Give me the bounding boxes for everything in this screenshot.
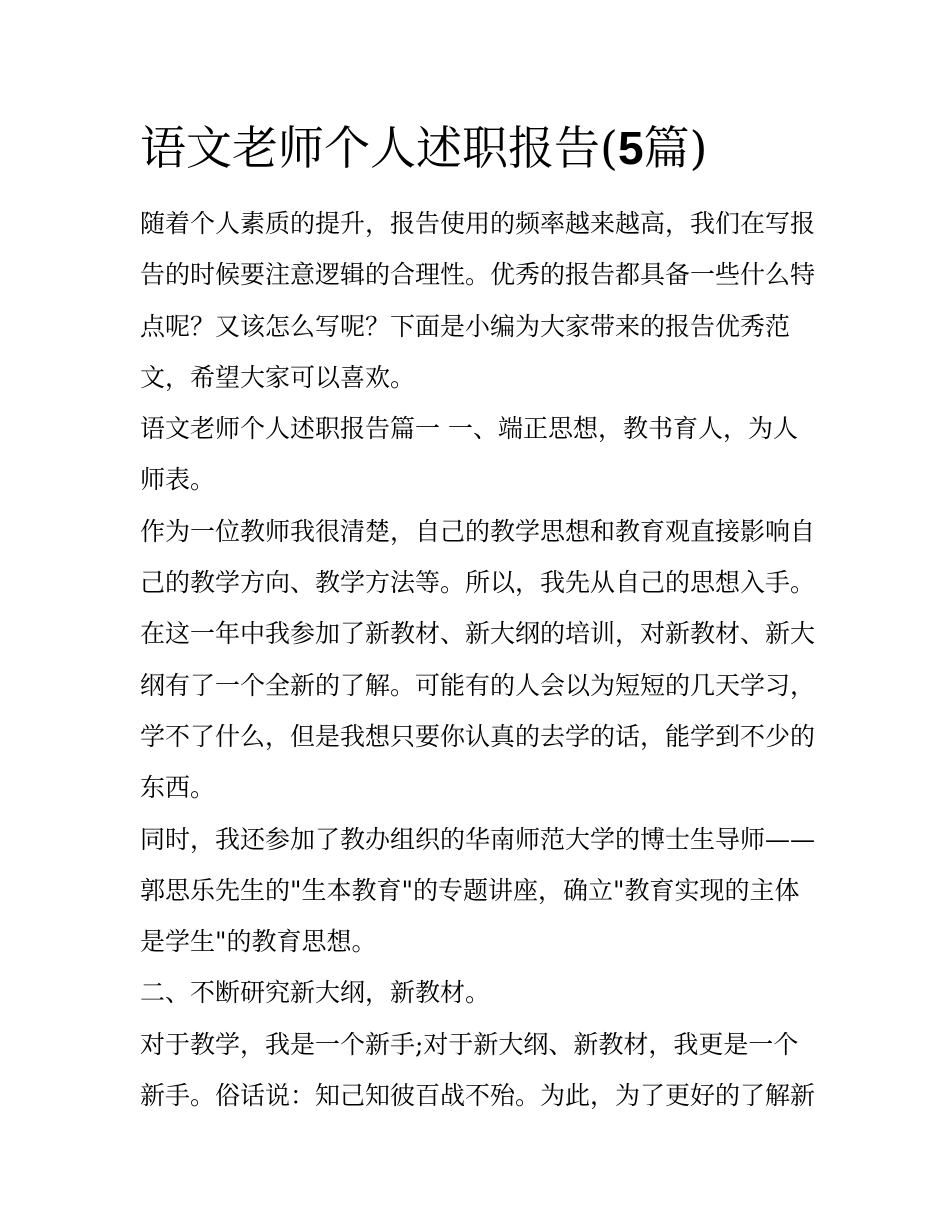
paragraph-new-hand: 对于教学，我是一个新手;对于新大纲、新教材，我更是一个新手。俗话说：知己知彼百战不殆。为此，为了更好的了解新	[140, 1029, 816, 1111]
paragraph-teaching-thought: 作为一位教师我很清楚，自己的教学思想和教育观直接影响自己的教学方向、教学方法等。所以，我先从自己的思想入手。在这一年中我参加了新教材、新大纲的培训，对新教材、新大纲有了一个全新的了解。可能有的人会以为短短的几天学习，学不了什么，但是我想只要你认真的去学的话，能学到不少的东西。	[140, 516, 816, 803]
paragraph-section-two-heading: 二、不断研究新大纲，新教材。	[140, 978, 491, 1008]
title-number: 5	[617, 122, 644, 174]
title-suffix: 篇)	[643, 121, 708, 175]
paragraph-intro: 随着个人素质的提升，报告使用的频率越来越高，我们在写报告的时候要注意逻辑的合理性。优秀的报告都具备一些什么特点呢？又该怎么写呢？下面是小编为大家带来的报告优秀范文，希望大家可以喜欢。	[140, 209, 816, 392]
paragraph-section-one-heading: 语文老师个人述职报告篇一 一、端正思想，教书育人，为人师表。	[140, 414, 798, 495]
document-title	[140, 118, 840, 178]
paragraph-lecture: 同时，我还参加了教办组织的华南师范大学的博士生导师——郭思乐先生的"生本教育"的专题讲座，确立"教育实现的主体是学生"的教育思想。	[140, 824, 816, 957]
title-prefix: 语文老师个人述职报告(	[140, 121, 618, 175]
document-body	[140, 198, 820, 1121]
